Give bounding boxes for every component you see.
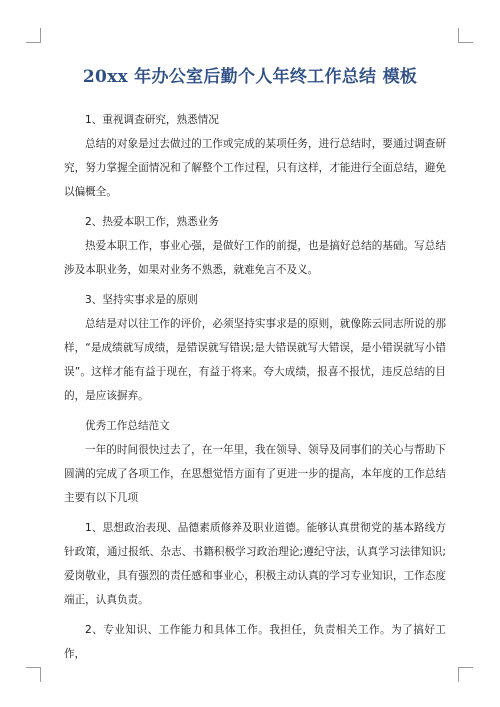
- body-paragraph: 2、专业知识、工作能力和具体工作。我担任，负责相关工作。为了搞好工作，: [64, 624, 446, 660]
- crop-mark-bottom-left: [26, 667, 41, 668]
- crop-mark-top-left: [26, 42, 41, 43]
- document-title: 20xx 年办公室后勤个人年终工作总结 模板: [82, 67, 418, 87]
- crop-mark-top-right: [458, 42, 473, 43]
- section-heading: 1、重视调查研究，熟悉情况: [85, 114, 219, 126]
- crop-mark-top-right: [458, 28, 459, 43]
- document-body: [64, 108, 446, 666]
- body-paragraph: 总结的对象是过去做过的工作或完成的某项任务，进行总结时，要通过调查研究，努力掌握全面情况和了解整个工作过程，只有这样，才能进行全面总结，避免以偏概全。: [64, 138, 446, 198]
- body-paragraph: 总结是对以往工作的评价，必须坚持实事求是的原则，就像陈云同志所说的那样，“是成绩就写成绩，是错误就写错误;是大错误就写大错误，是小错误就写小错误”。这样才能有益于现在，有益于将来。夸大成绩，报喜不报忧，违反总结的目的，是应该摒弃。: [64, 318, 446, 402]
- body-paragraph: 1、思想政治表现、品德素质修养及职业道德。能够认真贯彻党的基本路线方针政策，通过报纸、杂志、书籍积极学习政治理论;遵纪守法，认真学习法律知识;爱岗敬业，具有强烈的责任感和事业心，积极主动认真的学习专业知识，工作态度端正，认真负责。: [64, 522, 446, 606]
- section-heading: 3、坚持实事求是的原则: [85, 294, 198, 306]
- section-heading: 2、热爱本职工作，熟悉业务: [85, 216, 219, 228]
- crop-mark-bottom-left: [40, 667, 41, 682]
- crop-mark-bottom-right: [458, 667, 473, 668]
- body-paragraph: 热爱本职工作，事业心强，是做好工作的前提，也是搞好总结的基础。写总结涉及本职业务，如果对业务不熟悉，就难免言不及义。: [64, 240, 446, 276]
- body-paragraph: 一年的时间很快过去了，在一年里，我在领导、领导及同事们的关心与帮助下圆满的完成了各项工作，在思想觉悟方面有了更进一步的提高，本年度的工作总结主要有以下几项: [64, 444, 446, 504]
- crop-mark-bottom-right: [458, 667, 459, 682]
- crop-mark-top-left: [40, 28, 41, 43]
- section-heading: 优秀工作总结范文: [85, 420, 170, 432]
